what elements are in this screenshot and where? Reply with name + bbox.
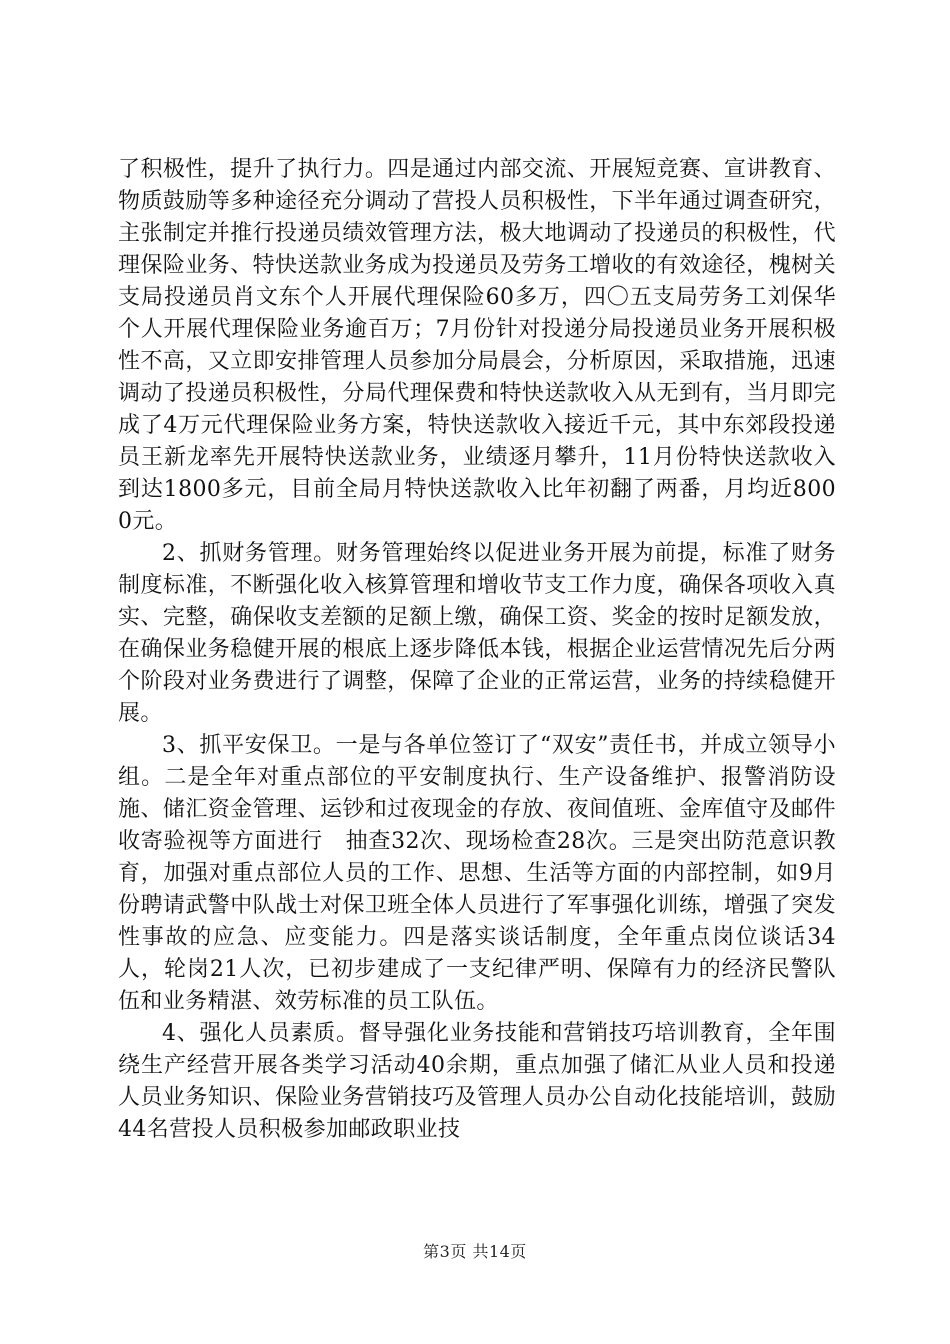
paragraph-4: 4、强化人员素质。督导强化业务技能和营销技巧培训教育，全年围绕生产经营开展各类学习活动40余期，重点加强了储汇从业人员和投递人员业务知识、保险业务营销技巧及管理人员办公自动化技能培训，鼓励44名营投人员积极参加邮政职业技 — [118, 1021, 836, 1142]
page-number-footer: 第3页 共14页 — [423, 1242, 527, 1261]
paragraph-1: 了积极性，提升了执行力。四是通过内部交流、开展短竞赛、宣讲教育、物质鼓励等多种途径充分调动了营投人员积极性，下半年通过调查研究，主张制定并推行投递员绩效管理方法，极大地调动了投递员的积极性，代理保险业务、特快送款业务成为投递员及劳务工增收的有效途径，槐树关支局投递员肖文东个人开展代理保险60多万，四〇五支局劳务工刘保华个人开展代理保险业务逾百万；7月份针对投递分局投递员业务开展积极性不高，又立即安排管理人员参加分局晨会，分析原因，采取措施，迅速调动了投递员积极性，分局代理保费和特快送款收入从无到有，当月即完成了4万元代理保险业务方案，特快送款收入接近千元，其中东郊段投递员王新龙率先开展特快送款业务，业绩逐月攀升，11月份特快送款收入到达1800多元，目前全局月特快送款收入比年初翻了两番，月均近8000元。 — [118, 157, 836, 534]
paragraph-3: 3、抓平安保卫。一是与各单位签订了“双安”责任书，并成立领导小组。二是全年对重点部位的平安制度执行、生产设备维护、报警消防设施、储汇资金管理、运钞和过夜现金的存放、夜间值班、金库值守及邮件收寄验视等方面进行 抽查32次、现场检查28次。三是突出防范意识教育，加强对重点部位人员的工作、思想、生活等方面的内部控制，如9月份聘请武警中队战士对保卫班全体人员进行了军事强化训练，增强了突发性事故的应急、应变能力。四是落实谈话制度，全年重点岗位谈话34人，轮岗21人次，已初步建成了一支纪律严明、保障有力的经济民警队伍和业务精湛、效劳标准的员工队伍。 — [118, 733, 836, 1014]
paragraph-2: 2、抓财务管理。财务管理始终以促进业务开展为前提，标准了财务制度标准，不断强化收入核算管理和增收节支工作力度，确保各项收入真实、完整，确保收支差额的足额上缴，确保工资、奖金的按时足额发放，在确保业务稳健开展的根底上逐步降低本钱，根据企业运营情况先后分两个阶段对业务费进行了调整，保障了企业的正常运营，业务的持续稳健开展。 — [118, 541, 836, 726]
document-body — [118, 154, 836, 1146]
